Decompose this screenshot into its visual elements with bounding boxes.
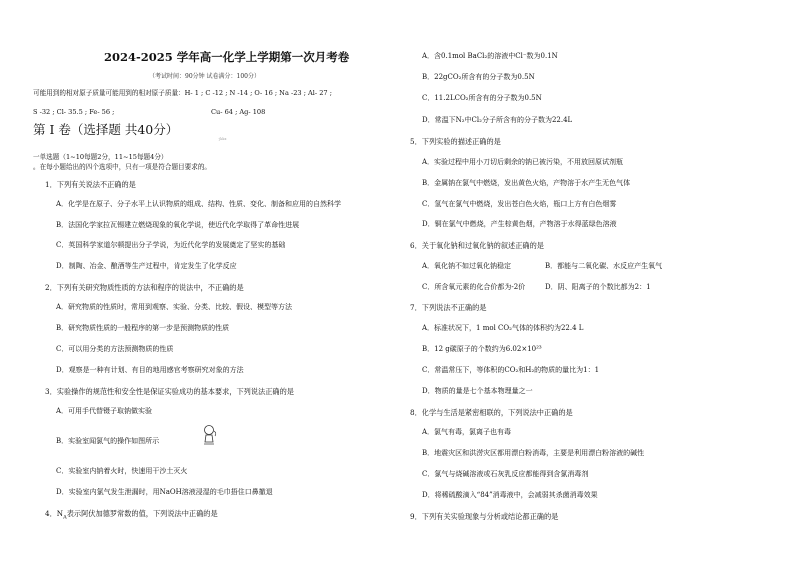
question-6-option-b: B．都能与二氧化碳、水反应产生氧气 (545, 262, 663, 270)
question-1-option-c: C．英国科学家道尔顿提出分子学说，为近代化学的发展奠定了坚实的基础 (56, 241, 286, 249)
question-3-option-c: C．实验室内钠着火时，快速用干沙土灭火 (56, 467, 188, 475)
question-2-option-a: A．研究物质的性质时，常用到观察、实验、分类、比较、假设、模型等方法 (56, 303, 293, 311)
question-4-stem (45, 509, 218, 522)
question-8-option-d: D．将稀硫酸滴入“84”消毒液中，会减弱其杀菌消毒效果 (422, 491, 598, 499)
question-4-stem-lead: 4．N (45, 509, 64, 518)
section-title: 第 I 卷（选择题 共40分） (33, 122, 179, 137)
question-6-option-a: A．氧化钠不如过氧化钠稳定 (422, 262, 512, 270)
question-3-option-a: A．可用手代替镊子取钠做实验 (56, 407, 153, 415)
question-5-option-b: B．金属钠在氯气中燃烧，发出黄色火焰，产物溶于水产生无色气体 (422, 179, 631, 187)
question-2-stem: 2．下列有关研究物质性质的方法和程序的说法中，不正确的是 (45, 283, 244, 292)
question-8-stem: 8．化学与生活是紧密相联的，下列说法中正确的是 (410, 408, 573, 417)
question-7-option-b: B．12 g碳原子的个数约为6.02×10²³ (422, 345, 542, 353)
instruction-1: 一单选题（1~10每题2分，11~15每题4分） (33, 153, 168, 161)
section-mark: ·jkkx (218, 137, 227, 141)
gas-smelling-illustration (200, 424, 220, 448)
question-4-stem-sub: A (63, 514, 67, 521)
question-8-option-c: C．氯气与烧碱溶液或石灰乳反应都能得到含氯消毒剂 (422, 470, 589, 478)
atomic-mass-line-1: 可能用到的相对原子质量可能用到的相对原子质量：H- 1 ; C -12 ; N -14 ; O- 16 ; Na -23 ; Al- 27 ; (33, 89, 332, 97)
atomic-mass-line-2b: Cu- 64 ; Ag- 108 (211, 108, 266, 116)
question-8-option-b: B．地震灾区和洪涝灾区都用漂白粉消毒，主要是利用漂白粉溶液的碱性 (422, 449, 645, 457)
question-1-stem: 1．下列有关说法不正确的是 (45, 180, 136, 189)
question-2-option-c: C．可以用分类的方法预测物质的性质 (56, 345, 174, 353)
question-7-stem: 7．下列说法不正确的是 (410, 303, 487, 312)
question-3-option-b: B．实验室闻氯气的操作如图所示 (56, 437, 160, 445)
question-7-option-d: D．物质的量是七个基本物理量之一 (422, 387, 533, 395)
question-6-stem: 6．关于氧化钠和过氧化钠的叙述正确的是 (410, 241, 544, 250)
question-5-option-c: C．氢气在氯气中燃烧，发出苍白色火焰，瓶口上方有白色烟雾 (422, 200, 617, 208)
instruction-2: 。在每小题给出的四个选项中，只有一项是符合题目要求的。 (33, 163, 212, 171)
question-3-stem: 3．实验操作的规范性和安全性是保证实验成功的基本要求，下列说法正确的是 (45, 387, 294, 396)
question-5-option-a: A．实验过程中用小刀切后剩余的钠已被污染，不用放回原试剂瓶 (422, 158, 624, 166)
exam-title: 2024-2025 学年高一化学上学期第一次月考卷 (104, 50, 350, 64)
question-1-option-b: B．法国化学家拉瓦锡建立燃烧现象的氧化学说，使近代化学取得了革命性进展 (56, 221, 300, 229)
question-4-option-a: A．含0.1mol BaCl₂的溶液中Cl⁻数为0.1N (422, 52, 558, 60)
question-4-option-d: D．常温下N₂中Cl₂分子所含有的分子数为22.4L (422, 116, 573, 124)
question-4-option-b: B．22gCO₂所含有的分子数为0.5N (422, 73, 535, 81)
question-2-option-d: D．观察是一种有计划、有目的地用感官考察研究对象的方法 (56, 366, 244, 374)
question-7-option-c: C．常温常压下，等体积的CO₂和H₂的物质的量比为1：1 (422, 366, 600, 374)
question-2-option-b: B．研究物质性质的一般程序的第一步是预测物质的性质 (56, 324, 230, 332)
question-7-option-a: A．标准状况下，1 mol CO₂气体的体积约为22.4 L (422, 324, 584, 332)
question-1-option-a: A．化学是在原子、分子水平上认识物质的组成、结构、性质、变化、制备和应用的自然科学 (56, 200, 342, 208)
question-1-option-d: D．制陶、冶金、酿酒等生产过程中，肯定发生了化学反应 (56, 262, 237, 270)
question-5-stem: 5．下列实验的描述正确的是 (410, 137, 501, 146)
atomic-mass-line-2a: S -32 ; Cl- 35.5 ; Fe- 56 ; (33, 108, 115, 116)
question-8-option-a: A．氯气有毒，氯离子也有毒 (422, 428, 512, 436)
question-6-option-c: C．所含氧元素的化合价都为-2价 (422, 283, 526, 291)
question-5-option-d: D．铜在氯气中燃烧，产生棕黄色烟，产物溶于水得蓝绿色溶液 (422, 220, 617, 228)
question-6-option-d: D．阴、阳离子的个数比都为2：1 (545, 283, 651, 291)
question-9-stem: 9．下列有关实验现象与分析或结论都正确的是 (410, 512, 559, 521)
question-3-option-d: D．实验室内氯气发生泄漏时，用NaOH溶液浸湿的毛巾捂住口鼻撤退 (56, 488, 273, 496)
question-4-stem-rest: 表示阿伏加德罗常数的值，下列说法中正确的是 (66, 509, 218, 518)
exam-meta: （考试时间：90分钟 试卷满分：100分） (149, 73, 260, 80)
question-4-option-c: C．11.2LCO₂所含有的分子数为0.5N (422, 94, 542, 102)
